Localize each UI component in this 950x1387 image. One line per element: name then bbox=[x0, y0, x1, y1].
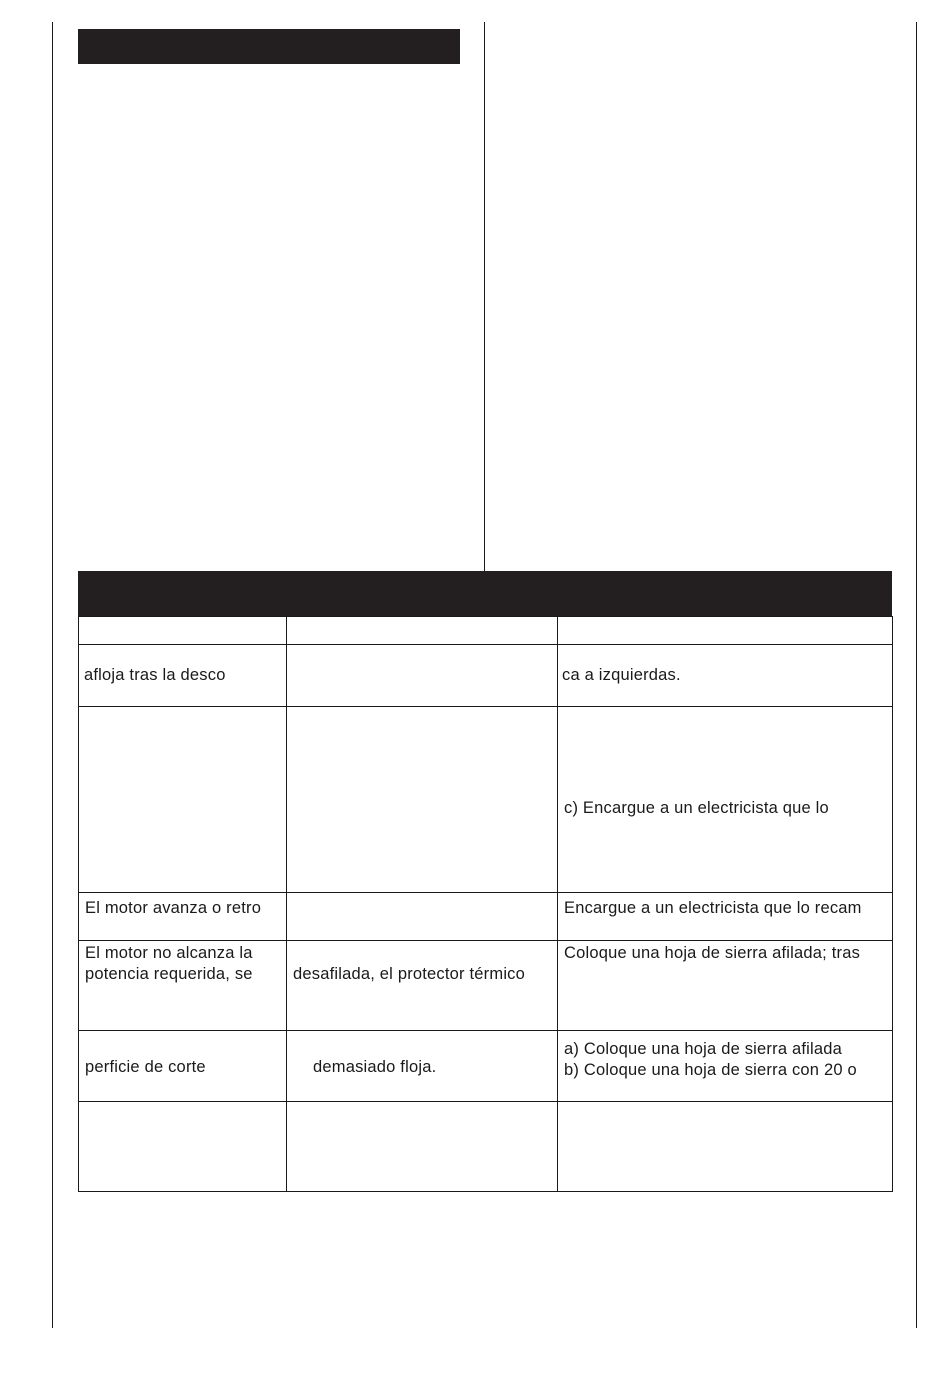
section-heading-bar bbox=[78, 29, 460, 64]
solution-cell bbox=[558, 1031, 893, 1102]
problem-line: El motor no alcanza la bbox=[85, 944, 253, 962]
left-column-rule bbox=[52, 22, 53, 1328]
problem-cell: El motor avanza o retro bbox=[79, 893, 287, 941]
solution-cell: Coloque una hoja de sierra afilada; tras bbox=[558, 941, 893, 1031]
problem-cell bbox=[79, 941, 287, 1031]
cause-cell bbox=[287, 893, 558, 941]
problem-cell bbox=[79, 707, 287, 893]
problem-cell: perficie de corte bbox=[79, 1031, 287, 1102]
problem-line: potencia requerida, se bbox=[85, 965, 253, 983]
problem-cell bbox=[79, 1102, 287, 1192]
problem-cell: afloja tras la desco bbox=[79, 645, 287, 707]
cause-cell bbox=[287, 707, 558, 893]
table-row bbox=[79, 1102, 893, 1192]
solution-cell bbox=[558, 617, 893, 645]
cause-cell bbox=[287, 617, 558, 645]
troubleshooting-table bbox=[78, 616, 892, 1192]
table-row bbox=[79, 941, 893, 1031]
right-column-rule bbox=[916, 22, 917, 1328]
cause-cell: desafilada, el protector térmico bbox=[287, 941, 558, 1031]
solution-cell: c) Encargue a un electricista que lo bbox=[558, 707, 893, 893]
solution-line: b) Coloque una hoja de sierra con 20 o bbox=[564, 1061, 857, 1079]
problem-cell bbox=[79, 617, 287, 645]
cause-cell bbox=[287, 1102, 558, 1192]
solution-cell: Encargue a un electricista que lo recam bbox=[558, 893, 893, 941]
table-row bbox=[79, 645, 893, 707]
troubleshooting-table-header bbox=[78, 571, 892, 616]
table-row bbox=[79, 617, 893, 645]
solution-line: a) Coloque una hoja de sierra afilada bbox=[564, 1040, 842, 1058]
table-row bbox=[79, 1031, 893, 1102]
table-row bbox=[79, 893, 893, 941]
cause-cell: demasiado floja. bbox=[287, 1031, 558, 1102]
solution-cell bbox=[558, 1102, 893, 1192]
cause-cell bbox=[287, 645, 558, 707]
center-column-rule bbox=[484, 22, 485, 572]
table-row bbox=[79, 707, 893, 893]
solution-cell: ca a izquierdas. bbox=[558, 645, 893, 707]
